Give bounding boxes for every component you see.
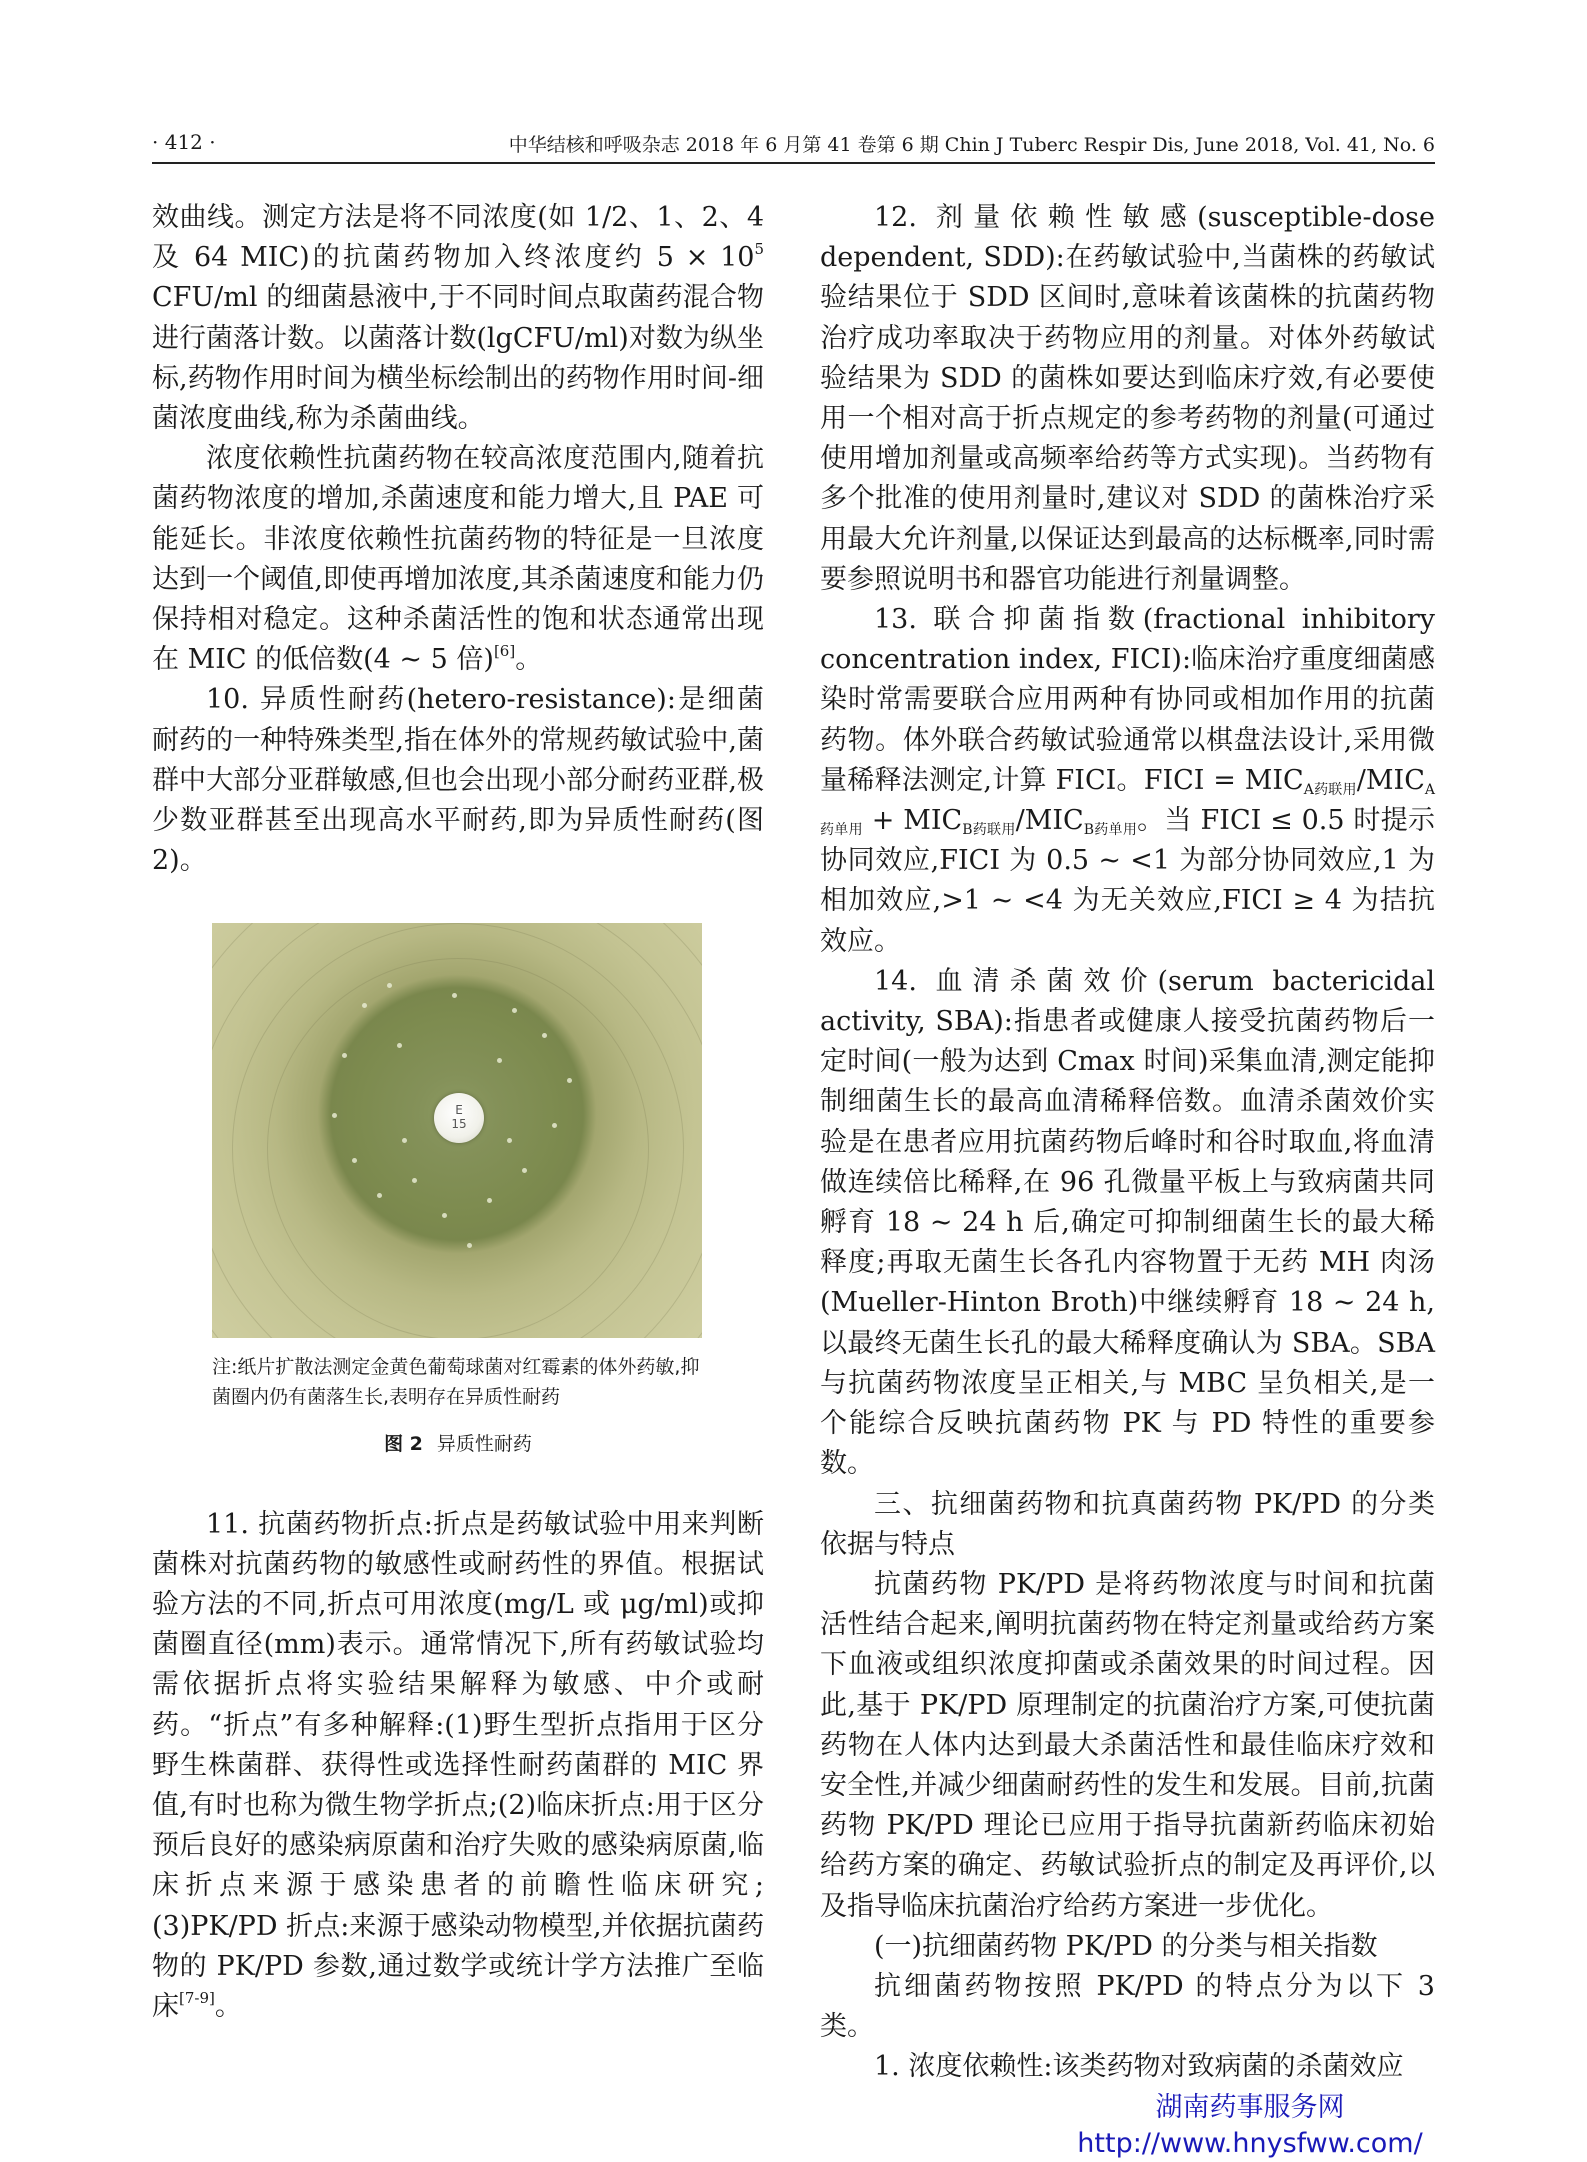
paragraph-fici: 13. 联合抑菌指数(fractional inhibitory concentration index, FICI):临床治疗重度细菌感染时常需要联合应用两种有协同或相加作用的抗菌药物。体外联合药敏试验通常以棋盘法设计,采用微量稀释法测定,计算 FICI。FICI = $MIC_{A药联用}/MIC_{A药单用} + MIC_{B药联用}/MIC_{B药单用}$。当 FICI ≤ 0.5 时提示协同效应,FICI 为 0.5 ~ <1 为部分协同效应,1 为相加效应,>1 ~ <4 为无关效应,FICI ≥ 4 为拮抗效应。 [820,604,1435,957]
paragraph-sdd: 12. 剂量依赖性敏感(susceptible-dose dependent, SDD):在药敏试验中,当菌株的药敏试验结果位于 SDD 区间时,意味着该菌株的抗菌药物治疗成功率取决于药物应用的剂量。对体外药敏试验结果为 SDD 的菌株如要达到临床疗效,有必要使用一个相对高于折点规定的参考药物的剂量(可通过使用增加剂量或高频率给药等方式实现)。当药物有多个批准的使用剂量时,建议对 SDD 的菌株治疗采用最大允许剂量,以保证达到最高的达标概率,同时需要参照说明书和器官功能进行剂量调整。 [820,202,1435,595]
agar-ring [267,958,649,1338]
paragraph-concentration-dependent: 浓度依赖性抗菌药物在较高浓度范围内,随着抗菌药物浓度的增加,杀菌速度和能力增大,且 PAE 可能延长。非浓度依赖性抗菌药物的特征是一旦浓度达到一个阈值,即使再增加浓度,其杀菌速度和能力仍保持相对稳定。这种杀菌活性的饱和状态通常出现在 MIC 的低倍数(4 ~ 5 倍)[6]。 [152,443,764,676]
paragraph-sba: 14. 血清杀菌效价(serum bactericidal activity, SBA):指患者或健康人接受抗菌药物后一定时间(一般为达到 Cmax 时间)采集血清,测定能抑制细菌生长的最高血清稀释倍数。血清杀菌效价实验是在患者应用抗菌药物后峰时和谷时取血,将血清做连续倍比稀释,在 96 孔微量平板上与致病菌共同孵育 18 ~ 24 h 后,确定可抑制细菌生长的最大稀释度;再取无菌生长各孔内容物置于无药 MH 肉汤(Mueller-Hinton Broth)中继续孵育 18 ~ 24 h,以最终无菌生长孔的最大稀释度确认为 SBA。SBA 与抗菌药物浓度呈正相关,与 MBC 呈负相关,是一个能综合反映抗菌药物 PK 与 PD 特性的重要参数。 [820,965,1435,1480]
paragraph-hetero-resistance: 10. 异质性耐药(hetero-resistance):是细菌耐药的一种特殊类型,指在体外的常规药敏试验中,菌群中大部分亚群敏感,但也会出现小部分耐药亚群,极少数亚群甚至出现高水平耐药,即为异质性耐药(图 2)。 [152,684,764,877]
reference-7-9: [7-9] [179,1989,215,2008]
watermark-url[interactable]: http://www.hnysfww.com/ [1077,2128,1423,2159]
right-column [820,198,1435,2088]
page-number: · 412 · [152,130,216,154]
left-column [152,198,764,2027]
paragraph-concentration-class: 1. 浓度依赖性:该类药物对致病菌的杀菌效应 [874,2051,1404,2083]
antibiotic-disc: E 15 [434,1093,484,1143]
reference-6: [6] [493,642,516,661]
figure-caption: 图 2 异质性耐药 [384,1433,532,1456]
paragraph-kill-curve: 效曲线。测定方法是将不同浓度(如 1/2、1、2、4 及 64 MIC)的抗菌药物加入终浓度约 $5 \times 10^5$ CFU/ml 的细菌悬液中,于不同时间点取菌药混合物进行菌落计数。以菌落计数(lgCFU/ml)对数为纵坐标,药物作用时间为横坐标绘制出的药物作用时间-细菌浓度曲线,称为杀菌曲线。 [152,202,764,435]
site-watermark: 湖南药事服务网 http://www.hnysfww.com/ [1060,2090,1440,2162]
section-heading-3: 三、抗细菌药物和抗真菌药物 PK/PD 的分类依据与特点 [820,1488,1435,1560]
paragraph-breakpoint: 11. 抗菌药物折点:折点是药敏试验中用来判断菌株对抗菌药物的敏感性或耐药性的界值。根据试验方法的不同,折点可用浓度(mg/L 或 μg/ml)或抑菌圈直径(mm)表示。通常情况下,所有药敏试验均需依据折点将实验结果解释为敏感、中介或耐药。“折点”有多种解释:(1)野生型折点指用于区分野生株菌群、获得性或选择性耐药菌群的 MIC 界值,有时也称为微生物学折点;(2)临床折点:用于区分预后良好的感染病原菌和治疗失败的感染病原菌,临床折点来源于感染患者的前瞻性临床研究;(3)PK/PD 折点:来源于感染动物模型,并依据抗菌药物的 PK/PD 参数,通过数学或统计学方法推广至临床[7-9]。 [152,1508,764,2023]
figure-2-disc-diffusion-photo [212,923,702,1338]
running-header [152,128,1435,164]
journal-citation: 中华结核和呼吸杂志 2018 年 6 月第 41 卷第 6 期 Chin J Tuberc Respir Dis, June 2018, Vol. 41, No. 6 [508,134,1435,156]
subsection-heading: (一)抗细菌药物 PK/PD 的分类与相关指数 [874,1930,1378,1962]
paragraph-pkpd: 抗菌药物 PK/PD 是将药物浓度与时间和抗菌活性结合起来,阐明抗菌药物在特定剂量或给药方案下血液或组织浓度抑菌或杀菌效果的时间过程。因此,基于 PK/PD 原理制定的抗菌治疗方案,可使抗菌药物在人体内达到最大杀菌活性和最佳临床疗效和安全性,并减少细菌耐药性的发生和发展。目前,抗菌药物 PK/PD 理论已应用于指导抗菌新药临床初始给药方案的确定、药敏试验折点的制定及再评价,以及指导临床抗菌治疗给药方案进一步优化。 [820,1568,1435,1922]
figure-note: 注:纸片扩散法测定金黄色葡萄球菌对红霉素的体外药敏,抑菌圈内仍有菌落生长,表明存在异质性耐药 [212,1356,700,1409]
paragraph-three-classes: 抗细菌药物按照 PK/PD 的特点分为以下 3 类。 [820,1970,1435,2043]
